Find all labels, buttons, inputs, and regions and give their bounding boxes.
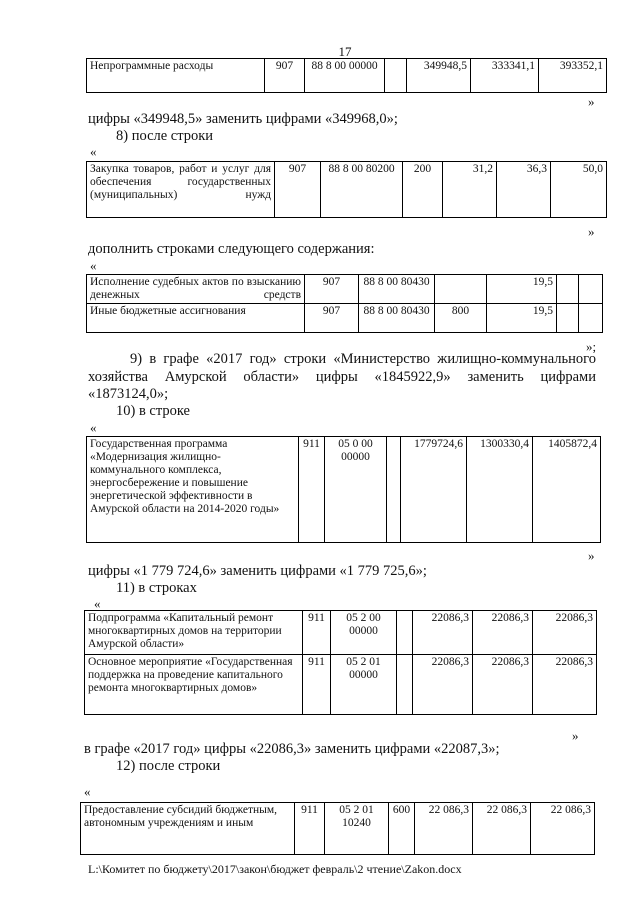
row-name: Исполнение судебных актов по взысканию денежных средств — [87, 275, 305, 304]
vr-code — [385, 59, 407, 93]
value-2019: 22 086,3 — [531, 803, 595, 855]
csr-code: 88 8 00 80200 — [321, 162, 403, 218]
page-number: 17 — [338, 44, 352, 59]
value-2017: 22086,3 — [413, 611, 473, 655]
ved-code: 907 — [275, 162, 321, 218]
table-nonprogram — [86, 58, 607, 93]
value-2018 — [557, 304, 579, 333]
value-2018: 36,3 — [497, 162, 551, 218]
csr-code: 05 0 00 00000 — [325, 437, 387, 543]
replace-text-4: цифры «1 779 724,6» заменить цифрами «1 779 725,6»; — [88, 563, 427, 579]
vr-code — [435, 275, 487, 304]
close-quote: » — [588, 94, 595, 109]
csr-code: 88 8 00 00000 — [305, 59, 385, 93]
value-2019: 22086,3 — [533, 611, 597, 655]
ved-code: 911 — [295, 803, 325, 855]
ved-code: 911 — [303, 655, 331, 715]
row-name: Подпрограмма «Капитальный ремонт многоквартирных домов на территории Амурской области» — [85, 611, 303, 655]
ved-code: 911 — [299, 437, 325, 543]
csr-code: 88 8 00 80430 — [359, 304, 435, 333]
table-purchase — [86, 161, 607, 218]
add-lines-text: дополнить строками следующего содержания: — [88, 241, 375, 257]
value-2019: 22086,3 — [533, 655, 597, 715]
value-2017: 22086,3 — [413, 655, 473, 715]
vr-code: 200 — [403, 162, 443, 218]
value-2019 — [579, 304, 603, 333]
row-name: Предоставление субсидий бюджетным, автономным учреждениям и иным — [81, 803, 295, 855]
csr-code: 88 8 00 80430 — [359, 275, 435, 304]
vr-code: 600 — [389, 803, 415, 855]
value-2019: 1405872,4 — [533, 437, 601, 543]
table-subprogram — [84, 610, 597, 715]
close-quote: » — [588, 548, 595, 563]
table-state-program — [86, 436, 601, 543]
value-2017: 19,5 — [487, 304, 557, 333]
value-2018 — [557, 275, 579, 304]
value-2019: 393352,1 — [539, 59, 607, 93]
open-quote: « — [84, 784, 91, 799]
table-row — [87, 162, 607, 218]
row-name: Государственная программа «Модернизация жилищно-коммунального комплекса, энергосбережение и повышение энергетической эффективности в Амурской области на 2014-2020 годы» — [87, 437, 299, 543]
vr-code: 800 — [435, 304, 487, 333]
item-10: 10) в строке — [116, 403, 190, 419]
value-2017: 31,2 — [443, 162, 497, 218]
table-row — [87, 304, 603, 333]
table-row — [81, 803, 595, 855]
value-2018: 22 086,3 — [473, 803, 531, 855]
table-row — [87, 59, 607, 93]
value-2019 — [579, 275, 603, 304]
value-2017: 22 086,3 — [415, 803, 473, 855]
value-2017: 349948,5 — [407, 59, 471, 93]
ved-code: 907 — [265, 59, 305, 93]
csr-code: 05 2 00 00000 — [331, 611, 397, 655]
row-name: Закупка товаров, работ и услуг для обеспечения государственных (муниципальных) нужд — [87, 162, 275, 218]
table-row — [87, 275, 603, 304]
vr-code — [397, 655, 413, 715]
value-2018: 22086,3 — [473, 655, 533, 715]
value-2017: 1779724,6 — [401, 437, 467, 543]
open-quote: « — [94, 596, 101, 611]
value-2018: 333341,1 — [471, 59, 539, 93]
table-added-lines — [86, 274, 603, 333]
vr-code — [387, 437, 401, 543]
value-2018: 22086,3 — [473, 611, 533, 655]
ved-code: 911 — [303, 611, 331, 655]
row-name: Непрограммные расходы — [87, 59, 265, 93]
value-2019: 50,0 — [551, 162, 607, 218]
value-2018: 1300330,4 — [467, 437, 533, 543]
csr-code: 05 2 01 00000 — [331, 655, 397, 715]
close-quote: » — [588, 224, 595, 239]
item-12: 12) после строки — [116, 758, 221, 774]
table-row — [87, 437, 601, 543]
row-name: Иные бюджетные ассигнования — [87, 304, 305, 333]
para-9-line-1: 9) в графе «2017 год» строки «Министерство жилищно-коммунального — [130, 351, 596, 367]
ved-code: 907 — [305, 275, 359, 304]
para-9-line-3: «1873124,0»; — [88, 386, 169, 402]
item-11: 11) в строках — [116, 580, 197, 596]
close-quote: »; — [586, 339, 597, 354]
replace-text-5: в графе «2017 год» цифры «22086,3» заменить цифрами «22087,3»; — [84, 741, 500, 757]
csr-code: 05 2 01 10240 — [325, 803, 389, 855]
open-quote: « — [90, 258, 97, 273]
value-2017: 19,5 — [487, 275, 557, 304]
para-9-line-2: хозяйства Амурской области» цифры «1845922,9» заменить цифрами — [88, 369, 596, 385]
file-path-footer: L:\Комитет по бюджету\2017\закон\бюджет февраль\2 чтение\Zakon.docx — [88, 862, 462, 876]
table-subsidies — [80, 802, 595, 855]
replace-text-1: цифры «349948,5» заменить цифрами «349968,0»; — [88, 111, 398, 127]
table-row — [85, 611, 597, 655]
vr-code — [397, 611, 413, 655]
open-quote: « — [90, 144, 97, 159]
ved-code: 907 — [305, 304, 359, 333]
item-8: 8) после строки — [116, 128, 214, 144]
table-row — [85, 655, 597, 715]
close-quote: » — [572, 728, 579, 743]
row-name: Основное мероприятие «Государственная поддержка на проведение капитального ремонта многоквартирных домов» — [85, 655, 303, 715]
open-quote: « — [90, 420, 97, 435]
